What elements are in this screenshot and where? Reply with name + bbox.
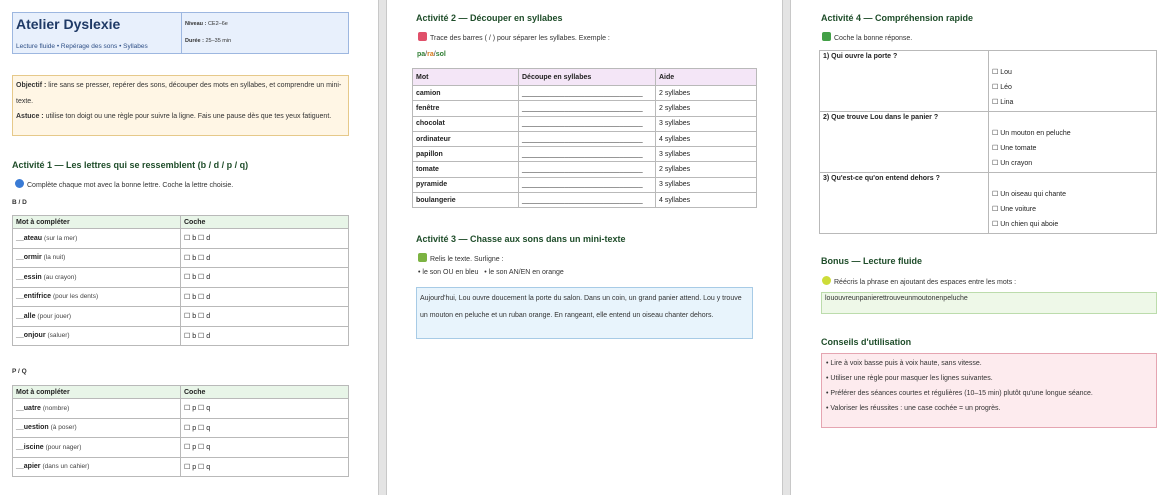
objective-note xyxy=(12,75,349,136)
word-cell xyxy=(13,438,181,458)
word-stem: __apier xyxy=(16,463,41,471)
syllable-blank[interactable]: _______________________________ xyxy=(519,86,656,101)
letter-checkbox-cell[interactable]: ☐ b ☐ d xyxy=(181,326,349,346)
bonus-instruction: Réécris la phrase en ajoutant des espaces entre les mots : xyxy=(822,276,1016,286)
answer-option[interactable]: ☐ Un oiseau qui chante xyxy=(992,191,1066,198)
page-gutter-left xyxy=(378,0,387,495)
activity4-title: Activité 4 — Compréhension rapide xyxy=(821,13,974,23)
help-cell: 3 syllabes xyxy=(656,116,757,131)
col-header-check: Coche xyxy=(181,386,349,399)
tip-item: • Utiliser une règle pour masquer les lignes suivantes. xyxy=(826,375,993,382)
question-row xyxy=(820,173,1157,234)
word-cell xyxy=(13,326,181,346)
word-cell: tomate xyxy=(413,162,519,177)
help-cell: 3 syllabes xyxy=(656,177,757,192)
objectif-line: Objectif : lire sans se presser, repérer des sons, découper des mots en syllabes, et comprendre un mini-texte. xyxy=(16,82,342,105)
page-3 xyxy=(819,0,1159,495)
header-divider xyxy=(181,13,182,53)
question-row xyxy=(820,112,1157,173)
word-cell xyxy=(13,457,181,477)
syllable-blank[interactable]: _______________________________ xyxy=(519,101,656,116)
table-row xyxy=(13,268,349,288)
table-row xyxy=(413,131,757,146)
col-header-help: Aide xyxy=(656,69,757,86)
activity3-rules: • le son OU en bleu • le son AN/EN en orange xyxy=(418,269,564,276)
table-row xyxy=(413,116,757,131)
word-cell xyxy=(13,248,181,268)
table-row xyxy=(13,457,349,477)
activity2-instruction: Trace des barres ( / ) pour séparer les syllabes. Exemple : xyxy=(418,32,610,42)
letter-checkbox-cell[interactable]: ☐ p ☐ q xyxy=(181,418,349,438)
sparkle-icon xyxy=(822,276,831,285)
table-row xyxy=(413,86,757,101)
word-stem: __ormir xyxy=(16,254,42,262)
letter-checkbox-cell[interactable]: ☐ b ☐ d xyxy=(181,248,349,268)
col-header-check: Coche xyxy=(181,216,349,229)
word-cell: boulangerie xyxy=(413,193,519,208)
question-cell: 2) Que trouve Lou dans le panier ? xyxy=(820,112,989,173)
help-cell: 2 syllabes xyxy=(656,86,757,101)
tips-box xyxy=(821,353,1157,428)
syllable-blank[interactable]: _______________________________ xyxy=(519,177,656,192)
word-cell xyxy=(13,418,181,438)
duree-meta: Durée : 25–35 min xyxy=(185,38,232,44)
bonus-sentence: lououvreunpanierettrouveunmoutonenpeluche xyxy=(821,292,1157,314)
word-cell xyxy=(13,307,181,327)
worksheet-header xyxy=(12,12,349,54)
answer-option[interactable]: ☐ Un crayon xyxy=(992,159,1033,167)
answer-option[interactable]: ☐ Lina xyxy=(992,98,1014,106)
word-cell xyxy=(13,268,181,288)
word-cell xyxy=(13,229,181,249)
table-row xyxy=(413,101,757,116)
tip-item: • Préférer des séances courtes et régulières (10–15 min) plutôt qu'une longue séance. xyxy=(826,390,1093,397)
letter-checkbox-cell[interactable]: ☐ p ☐ q xyxy=(181,399,349,419)
tip-item: • Valoriser les réussites : une case cochée = un progrès. xyxy=(826,405,1001,412)
help-cell: 4 syllabes xyxy=(656,193,757,208)
worksheet-subtitle: Lecture fluide • Repérage des sons • Syllabes xyxy=(16,43,148,50)
activity1-instruction: Complète chaque mot avec la bonne lettre. Coche la lettre choisie. xyxy=(15,179,233,189)
word-stem: __entifrice xyxy=(16,293,52,301)
word-cell: camion xyxy=(413,86,519,101)
table-row xyxy=(13,307,349,327)
word-stem: __alle xyxy=(16,312,36,320)
table-row xyxy=(13,418,349,438)
answer-option[interactable]: ☐ Une tomate xyxy=(992,144,1037,152)
letter-checkbox-cell[interactable]: ☐ b ☐ d xyxy=(181,229,349,249)
table-row xyxy=(13,229,349,249)
table-row xyxy=(13,287,349,307)
answer-option[interactable]: ☐ Léo xyxy=(992,83,1012,91)
syllable-example: pa/ra/sol xyxy=(417,51,446,58)
word-hint: (dans un cahier) xyxy=(42,463,90,471)
answer-option[interactable]: ☐ Un chien qui aboie xyxy=(992,220,1059,228)
word-hint: (au crayon) xyxy=(43,273,77,281)
activity4-instruction: Coche la bonne réponse. xyxy=(822,32,912,42)
astuce-line: Astuce : utilise ton doigt ou une règle pour suivre la ligne. Fais une pause dès que tes yeux fatiguent. xyxy=(16,113,332,120)
syllable-blank[interactable]: _______________________________ xyxy=(519,131,656,146)
page-1 xyxy=(12,0,350,495)
word-hint: (nombre) xyxy=(42,404,70,412)
syllable-blank[interactable]: _______________________________ xyxy=(519,193,656,208)
options-cell xyxy=(989,173,1157,234)
word-stem: __uatre xyxy=(16,404,41,412)
bonus-title: Bonus — Lecture fluide xyxy=(821,256,923,266)
tips-title: Conseils d'utilisation xyxy=(821,337,912,347)
word-stem: __ateau xyxy=(16,234,43,242)
scissors-icon xyxy=(418,32,427,41)
word-cell xyxy=(13,287,181,307)
table-row xyxy=(413,177,757,192)
word-cell: ordinateur xyxy=(413,131,519,146)
word-cell: pyramide xyxy=(413,177,519,192)
col-header-cut: Découpe en syllabes xyxy=(519,69,656,86)
niveau-meta: Niveau : CE2–6e xyxy=(185,21,228,27)
help-cell: 2 syllabes xyxy=(656,101,757,116)
syllable-blank[interactable]: _______________________________ xyxy=(519,116,656,131)
page-gutter-right xyxy=(782,0,791,495)
letter-checkbox-cell[interactable]: ☐ b ☐ d xyxy=(181,287,349,307)
letter-checkbox-cell[interactable]: ☐ p ☐ q xyxy=(181,438,349,458)
answer-option[interactable]: ☐ Un mouton en peluche xyxy=(992,130,1071,137)
word-stem: __uestion xyxy=(16,424,49,432)
bd-table xyxy=(12,215,349,346)
help-cell: 4 syllabes xyxy=(656,131,757,146)
col-header-word: Mot à compléter xyxy=(13,386,181,399)
magnifier-icon xyxy=(15,179,24,188)
checkmark-icon xyxy=(822,32,831,41)
table-row xyxy=(413,162,757,177)
word-hint: (la nuit) xyxy=(43,254,66,262)
letter-checkbox-cell[interactable]: ☐ b ☐ d xyxy=(181,307,349,327)
table-row xyxy=(13,326,349,346)
syllable-blank[interactable]: _______________________________ xyxy=(519,147,656,162)
syllable-blank[interactable]: _______________________________ xyxy=(519,162,656,177)
word-cell: chocolat xyxy=(413,116,519,131)
table-row xyxy=(413,147,757,162)
col-header-word: Mot à compléter xyxy=(13,216,181,229)
word-hint: (pour les dents) xyxy=(52,293,99,301)
table-row xyxy=(413,193,757,208)
word-cell: papillon xyxy=(413,147,519,162)
question-cell: 1) Qui ouvre la porte ? xyxy=(820,51,989,112)
highlighter-icon xyxy=(418,253,427,262)
group-pq-label: P / Q xyxy=(12,368,27,375)
help-cell: 2 syllabes xyxy=(656,162,757,177)
activity3-instruction: Relis le texte. Surligne : xyxy=(418,253,504,263)
question-table xyxy=(819,50,1157,234)
syllable-table xyxy=(412,68,757,208)
table-row xyxy=(13,399,349,419)
mini-text: Aujourd'hui, Lou ouvre doucement la porte du salon. Dans un coin, un grand panier attend. Lou y trouve un mouton en peluche et un ruban orange. En rangeant, elle entend un oiseau chanter dehors. xyxy=(416,287,753,339)
word-hint: (saluer) xyxy=(47,332,70,340)
letter-checkbox-cell[interactable]: ☐ p ☐ q xyxy=(181,457,349,477)
table-row xyxy=(13,248,349,268)
worksheet-title: Atelier Dyslexie xyxy=(16,16,121,32)
options-cell xyxy=(989,112,1157,173)
letter-checkbox-cell[interactable]: ☐ b ☐ d xyxy=(181,268,349,288)
answer-option[interactable]: ☐ Une voiture xyxy=(992,205,1037,213)
word-cell xyxy=(13,399,181,419)
word-stem: __essin xyxy=(16,273,42,281)
page-2 xyxy=(412,0,758,495)
group-bd-label: B / D xyxy=(12,199,27,206)
word-hint: (pour nager) xyxy=(45,443,82,451)
table-row xyxy=(13,438,349,458)
help-cell: 3 syllabes xyxy=(656,147,757,162)
word-hint: (à poser) xyxy=(50,424,77,432)
question-cell: 3) Qu'est-ce qu'on entend dehors ? xyxy=(820,173,989,234)
options-cell xyxy=(989,51,1157,112)
word-hint: (sur la mer) xyxy=(44,234,78,242)
answer-option[interactable]: ☐ Lou xyxy=(992,69,1012,76)
col-header-word: Mot xyxy=(413,69,519,86)
pq-table xyxy=(12,385,349,477)
activity3-title: Activité 3 — Chasse aux sons dans un mini-texte xyxy=(416,234,626,244)
tip-item: • Lire à voix basse puis à voix haute, sans vitesse. xyxy=(826,360,982,367)
question-row xyxy=(820,51,1157,112)
word-cell: fenêtre xyxy=(413,101,519,116)
word-stem: __onjour xyxy=(16,332,46,340)
word-stem: __iscine xyxy=(16,443,44,451)
activity2-title: Activité 2 — Découper en syllabes xyxy=(416,13,563,23)
activity1-title: Activité 1 — Les lettres qui se ressemblent (b / d / p / q) xyxy=(12,160,249,170)
word-hint: (pour jouer) xyxy=(37,312,72,320)
